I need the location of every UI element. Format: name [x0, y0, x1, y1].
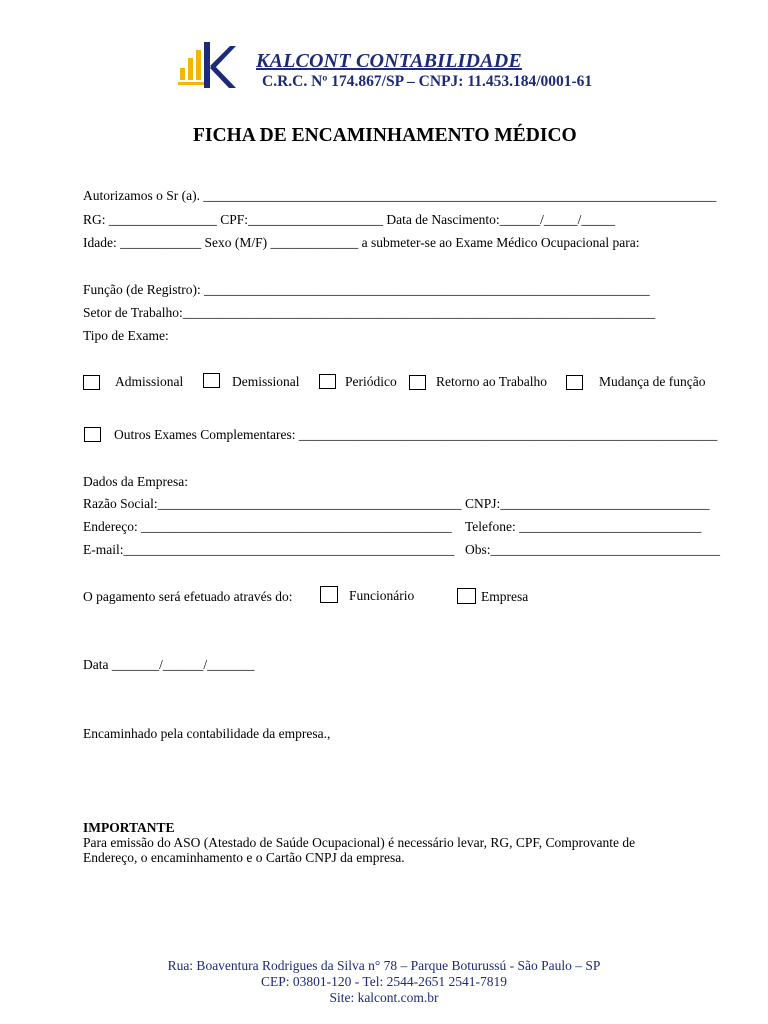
age-sex-line: Idade: ____________ Sexo (M/F) _____________ a submeter-se ao Exame Médico Ocupacional para:: [83, 235, 640, 250]
other-exams-line: Outros Exames Complementares: ______________________________________________________________: [114, 427, 718, 442]
footer-contact: CEP: 03801-120 - Tel: 2544-2651 2541-7819: [261, 974, 507, 989]
footer-address: Rua: Boaventura Rodrigues da Silva n° 78 – Parque Boturussú - São Paulo – SP: [167, 958, 601, 973]
important-heading: IMPORTANTE: [83, 820, 175, 835]
company-name: KALCONT CONTABILIDADE: [256, 50, 522, 72]
option-demissional-label: Demissional: [232, 374, 300, 389]
payment-empresa-label: Empresa: [481, 589, 529, 604]
option-periodico-label: Periódico: [345, 374, 397, 389]
checkbox-outros-exames[interactable]: [84, 427, 101, 442]
sector-line: Setor de Trabalho:______________________________________________________________________: [83, 305, 656, 320]
razao-social-line: Razão Social:_____________________________________________: [83, 496, 462, 511]
authorize-line: Autorizamos o Sr (a). ____________________________________________________________________________: [83, 188, 717, 203]
checkbox-demissional[interactable]: [203, 373, 220, 388]
checkbox-mudanca-de-funcao[interactable]: [566, 375, 583, 390]
option-mudanca-label: Mudança de função: [599, 374, 706, 389]
function-line: Função (de Registro): __________________________________________________________________: [83, 282, 650, 297]
company-data-heading: Dados da Empresa:: [83, 474, 188, 489]
payment-funcionario-label: Funcionário: [349, 588, 415, 603]
date-line: Data _______/______/_______: [83, 657, 255, 672]
obs-line: Obs:__________________________________: [465, 542, 721, 557]
option-retorno-label: Retorno ao Trabalho: [436, 374, 547, 389]
email-line: E-mail:_________________________________________________: [83, 542, 455, 557]
forwarded-by-text: Encaminhado pela contabilidade da empresa.,: [83, 726, 331, 741]
endereco-line: Endereço: ______________________________________________: [83, 519, 452, 534]
identification-line: RG: ________________ CPF:____________________ Data de Nascimento:______/_____/_____: [83, 212, 616, 227]
checkbox-admissional[interactable]: [83, 375, 100, 390]
option-admissional-label: Admissional: [115, 374, 184, 389]
exam-type-label: Tipo de Exame:: [83, 328, 169, 343]
footer-site[interactable]: Site: kalcont.com.br: [329, 990, 439, 1005]
company-registration: C.R.C. Nº 174.867/SP – CNPJ: 11.453.184/0001-61: [262, 73, 593, 90]
cnpj-line: CNPJ:_______________________________: [465, 496, 710, 511]
important-line-2: Endereço, o encaminhamento e o Cartão CNPJ da empresa.: [83, 850, 405, 865]
checkbox-retorno-ao-trabalho[interactable]: [409, 375, 426, 390]
checkbox-periodico[interactable]: [319, 374, 336, 389]
page-title: FICHA DE ENCAMINHAMENTO MÉDICO: [193, 125, 577, 146]
kalcont-logo-icon: [178, 38, 240, 88]
important-line-1: Para emissão do ASO (Atestado de Saúde Ocupacional) é necessário levar, RG, CPF, Comprovante de: [83, 835, 636, 850]
checkbox-empresa[interactable]: [457, 588, 476, 604]
checkbox-funcionario[interactable]: [320, 586, 338, 603]
payment-prompt: O pagamento será efetuado através do:: [83, 589, 293, 604]
telefone-line: Telefone: ___________________________: [465, 519, 702, 534]
